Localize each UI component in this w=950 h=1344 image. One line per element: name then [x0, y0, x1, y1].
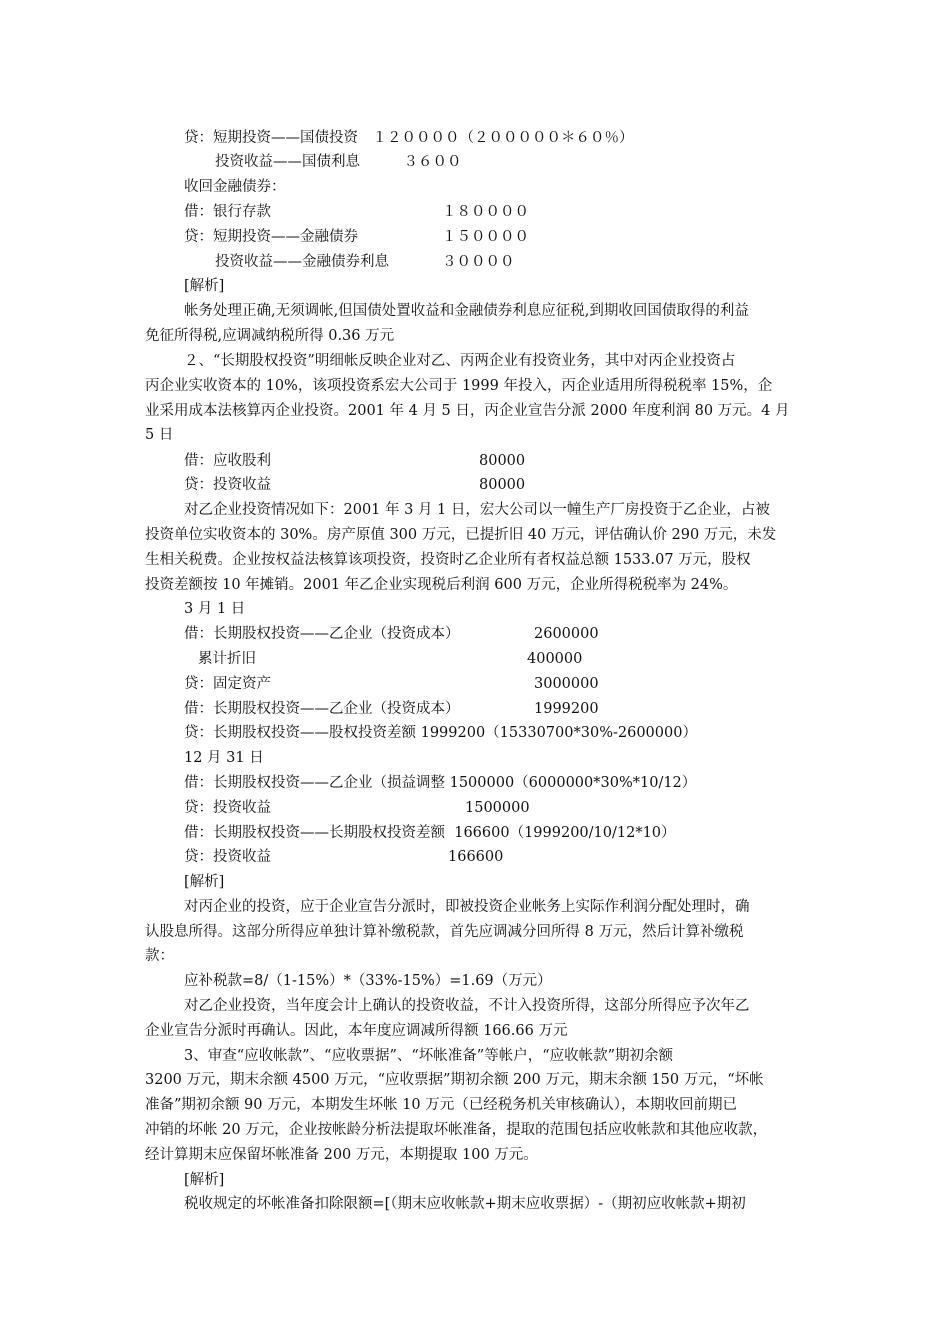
text-line: 借：应收股利 [184, 453, 271, 469]
text-line: 贷：固定资产 [184, 676, 271, 692]
text-line: 业采用成本法核算丙企业投资。2001 年 4 月 5 日，丙企业宣告分派 2000 年度利润 80 万元。4 月 [145, 403, 790, 419]
text-line: 帐务处理正确,无须调帐,但国债处置收益和金融债券利息应征税,到期收回国债取得的利益 [184, 303, 749, 319]
text-line: 投资差额按 10 年摊销。2001 年乙企业实现税后利润 600 万元，企业所得税税率为 24%。 [145, 577, 738, 593]
text-line: 3200 万元，期末余额 4500 万元，“应收票据”期初余额 200 万元，期末余额 150 万元，“坏帐 [145, 1072, 764, 1088]
text-line: 准备”期初余额 90 万元，本期发生坏帐 10 万元（已经税务机关审核确认），本期收回前期已 [145, 1097, 737, 1113]
text-line: 收回金融债券： [184, 179, 286, 195]
amount: 2600000 [534, 626, 599, 642]
text-line: 对乙企业投资情况如下：2001 年 3 月 1 日，宏大公司以一幢生产厂房投资于乙企业，占被 [184, 502, 770, 518]
text-line: 冲销的坏帐 20 万元，企业按帐龄分析法提取坏帐准备，提取的范围包括应收帐款和其他应收款， [145, 1122, 768, 1138]
amount: 80000 [479, 453, 526, 469]
text-line: 借：银行存款 [184, 204, 271, 220]
text-line: ２、“长期股权投资”明细帐反映企业对乙、丙两企业有投资业务，其中对丙企业投资占 [184, 353, 736, 369]
text-line: 对丙企业的投资，应于企业宣告分派时，即被投资企业帐务上实际作利润分配处理时，确 [184, 899, 750, 915]
section-label: [解析] [184, 278, 225, 294]
amount: 3000000 [534, 676, 599, 692]
amount: 1500000 [465, 800, 530, 816]
text-line: 税收规定的坏帐准备扣除限额=[（期末应收帐款+期末应收票据）-（期初应收帐款+期初 [184, 1196, 746, 1212]
amount: 1999200 [534, 701, 599, 717]
text-line: 免征所得税,应调减纳税所得 0.36 万元 [145, 328, 395, 344]
text-line: 款： [145, 948, 174, 964]
text-line: 经计算期末应保留坏帐准备 200 万元，本期提取 100 万元。 [145, 1147, 538, 1163]
amount: 166600 [448, 849, 504, 865]
amount: 80000 [479, 477, 526, 493]
amount: 400000 [527, 651, 583, 667]
section-label: [解析] [184, 874, 225, 890]
text-line: 3、审查“应收帐款”、“应收票据”、“坏帐准备”等帐户，“应收帐款”期初余额 [184, 1048, 674, 1064]
text-line: 对乙企业投资，当年度会计上确认的投资收益，不计入投资所得，这部分所得应予次年乙 [184, 998, 750, 1014]
text-line: 贷：投资收益 [184, 477, 271, 493]
section-label: [解析] [184, 1172, 225, 1188]
text-line: 借：长期股权投资——乙企业（投资成本） [184, 701, 460, 717]
text-line: 投资收益——国债利息 ３６００ [215, 154, 462, 170]
text-line: 贷：短期投资——金融债券 [184, 229, 358, 245]
amount: ３００００ [442, 254, 515, 270]
text-line: 贷：短期投资——国债投资 １２００００（２０００００＊６０％） [184, 130, 634, 146]
date-line: 3 月 1 日 [184, 601, 246, 617]
text-line: 企业宣告分派时再确认。因此，本年度应调减所得额 166.66 万元 [145, 1023, 568, 1039]
text-line: 认股息所得。这部分所得应单独计算补缴税款，首先应调减分回所得 8 万元，然后计算补缴税 [145, 924, 744, 940]
text-line: 借：长期股权投资——乙企业（投资成本） [184, 626, 460, 642]
text-line: 借：长期股权投资——长期股权投资差额 166600（1999200/10/12*10） [184, 825, 676, 841]
amount: １５００００ [442, 229, 529, 245]
text-line: 贷：投资收益 [184, 800, 271, 816]
text-line: 贷：投资收益 [184, 849, 271, 865]
text-line: 累计折旧 [198, 651, 256, 667]
date-line: 12 月 31 日 [184, 750, 264, 766]
amount: １８００００ [442, 204, 529, 220]
text-line: 投资单位实收资本的 30%。房产原值 300 万元，已提折旧 40 万元，评估确认价 290 万元，未发 [145, 527, 777, 543]
text-line: 借：长期股权投资——乙企业（损益调整 1500000（6000000*30%*10/12） [184, 775, 697, 791]
formula-line: 应补税款=8/（1-15%）*（33%-15%）=1.69（万元） [184, 973, 552, 989]
text-line: 生相关税费。企业按权益法核算该项投资，投资时乙企业所有者权益总额 1533.07 万元，股权 [145, 552, 751, 568]
text-line: 丙企业实收资本的 10%，该项投资系宏大公司于 1999 年投入，丙企业适用所得税税率 15%，企 [145, 378, 773, 394]
text-line: 投资收益——金融债券利息 [215, 254, 389, 270]
text-line: 贷：长期股权投资——股权投资差额 1999200（15330700*30%-2600000） [184, 725, 697, 741]
text-line: 5 日 [145, 427, 174, 443]
